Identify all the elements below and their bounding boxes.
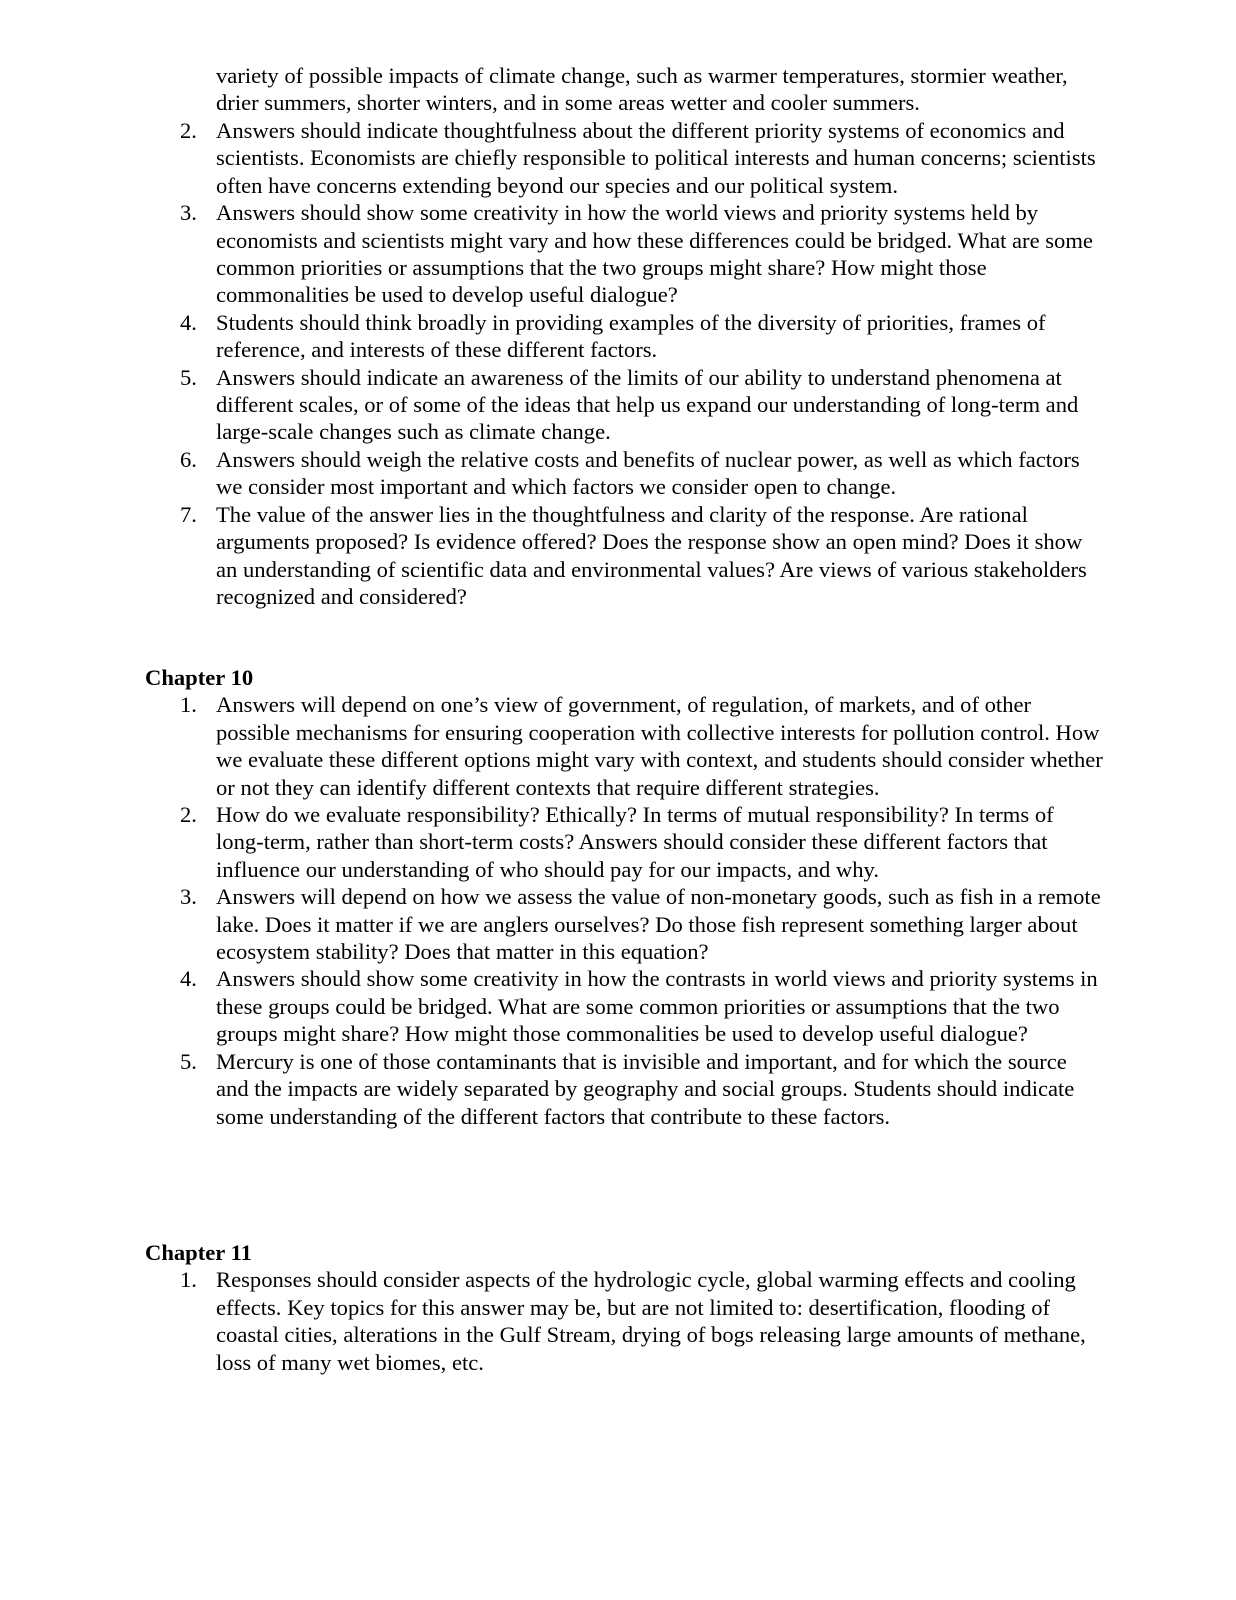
list-item [0, 117, 1236, 199]
list-item [0, 501, 1236, 611]
continuation-paragraph: variety of possible impacts of climate change, such as warmer temperatures, stormier weather, drier summers, shorter winters, and in some areas wetter and cooler summers. [216, 63, 1068, 116]
item-number: 1. [180, 692, 197, 718]
list-item [0, 364, 1236, 446]
item-text: The value of the answer lies in the thoughtfulness and clarity of the response. Are rational arguments proposed? Is evidence offered? Does the response show an open mind? Does it show an understanding of scientific data and environmental values? Are views of various stakeholders recognized and considered? [216, 501, 1087, 609]
chapter-11-section [0, 1239, 1236, 1376]
item-text: Answers will depend on how we assess the value of non-monetary goods, such as fish in a remote lake. Does it matter if we are anglers ourselves? Do those fish represent something larger about ecosystem stability? Does that matter in this equation? [216, 884, 1101, 965]
item-number: 4. [180, 309, 197, 335]
list-item [0, 801, 1236, 883]
answer-list [0, 1266, 1236, 1376]
item-text: Answers should show some creativity in how the contrasts in world views and priority systems in these groups could be bridged. What are some common priorities or assumptions that the two groups might share? How might those commonalities be used to develop useful dialogue? [216, 966, 1098, 1047]
list-item [0, 446, 1236, 501]
previous-chapter-answers [0, 117, 1236, 610]
list-item [0, 691, 1236, 801]
chapter-11-title: Chapter 11 [145, 1240, 252, 1265]
item-number: 4. [180, 966, 197, 992]
list-item [0, 965, 1236, 1047]
item-number: 3. [180, 200, 197, 226]
list-item [0, 1048, 1236, 1130]
item-number: 1. [180, 1267, 197, 1293]
answer-list [0, 691, 1236, 1130]
list-item [0, 883, 1236, 965]
answer-list [0, 117, 1236, 610]
list-item [0, 1266, 1236, 1376]
item-number: 7. [180, 501, 197, 527]
chapter-10-section [0, 664, 1236, 1130]
item-text: Responses should consider aspects of the hydrologic cycle, global warming effects and cooling effects. Key topics for this answer may be, but are not limited to: desertification, flooding of coastal cities, alterations in the Gulf Stream, drying of bogs releasing large amounts of methane, loss of many wet biomes, etc. [216, 1267, 1086, 1375]
list-item [0, 309, 1236, 364]
item-text: Students should think broadly in providing examples of the diversity of priorities, frames of reference, and interests of these different factors. [216, 309, 1046, 363]
item-number: 2. [180, 118, 197, 143]
item-number: 2. [180, 802, 197, 828]
item-number: 6. [180, 446, 197, 472]
item-text: Answers will depend on one’s view of government, of regulation, of markets, and of other possible mechanisms for ensuring cooperation with collective interests for pollution control. How we evaluate these different options might vary with context, and students should consider whether or not they can identify different contexts that require different strategies. [216, 692, 1103, 800]
item-text: Answers should indicate an awareness of the limits of our ability to understand phenomena at different scales, or of some of the ideas that help us expand our understanding of long-term and large-scale changes such as climate change. [216, 364, 1079, 445]
item-number: 5. [180, 1048, 197, 1074]
item-number: 5. [180, 364, 197, 390]
item-text: Answers should weigh the relative costs and benefits of nuclear power, as well as which factors we consider most important and which factors we consider open to change. [216, 446, 1080, 500]
item-text: Answers should indicate thoughtfulness about the different priority systems of economics and scientists. Economists are chiefly responsible to political interests and human concerns; scientists often have concerns extending beyond our species and our political system. [216, 118, 1096, 198]
item-text: Mercury is one of those contaminants that is invisible and important, and for which the source and the impacts are widely separated by geography and social groups. Students should indicate some understanding of the different factors that contribute to these factors. [216, 1048, 1075, 1129]
item-text: How do we evaluate responsibility? Ethically? In terms of mutual responsibility? In terms of long-term, rather than short-term costs? Answers should consider these different factors that influence our understanding of who should pay for our impacts, and why. [216, 802, 1054, 882]
item-text: Answers should show some creativity in how the world views and priority systems held by economists and scientists might vary and how these differences could be bridged. What are some common priorities or assumptions that the two groups might share? How might those commonalities be used to develop useful dialogue? [216, 200, 1093, 308]
list-item [0, 199, 1236, 309]
item-number: 3. [180, 884, 197, 910]
chapter-10-title: Chapter 10 [145, 665, 254, 690]
